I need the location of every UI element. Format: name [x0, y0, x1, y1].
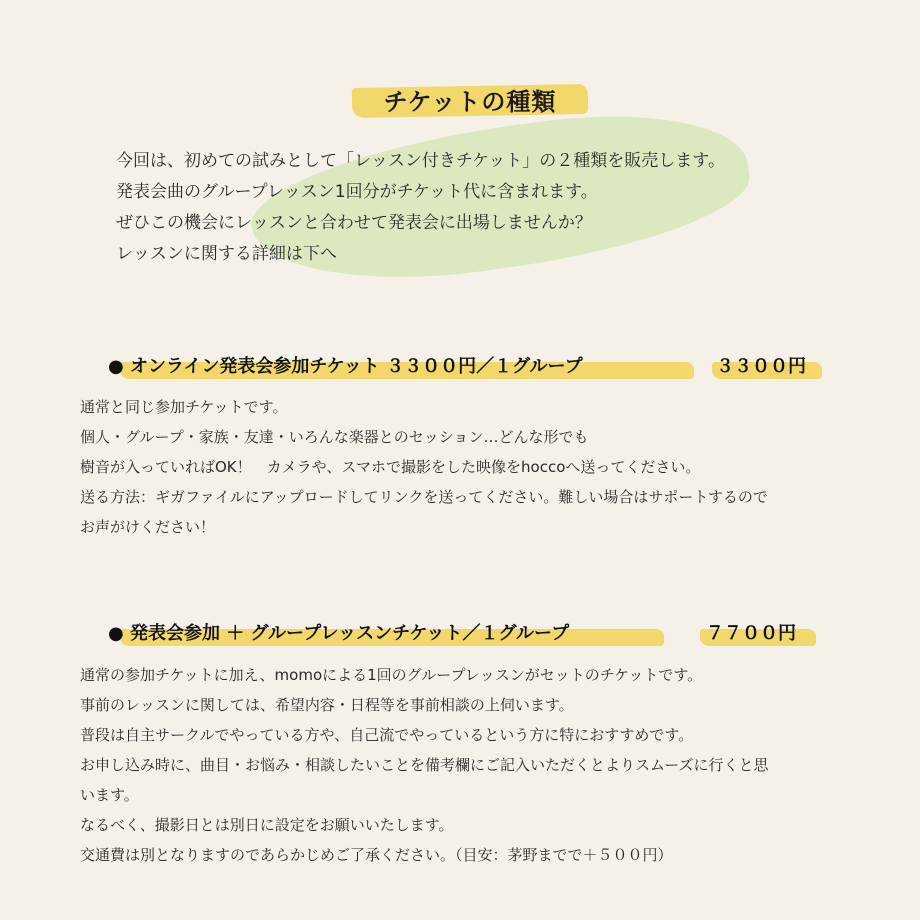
section-1-line: 送る方法：ギガファイルにアップロードしてリンクを送ってください。難しい場合はサポートするので: [80, 488, 768, 506]
section-2-line: 事前のレッスンに関しては、希望内容・日程等を事前相談の上伺います。: [80, 696, 574, 714]
intro-line: レッスンに関する詳細は下へ: [116, 244, 337, 264]
section-2-line: います。: [80, 786, 139, 804]
section-1-line: 通常と同じ参加チケットです。: [80, 398, 288, 416]
section-1-line: 樹音が入っていればOK！ カメラや、スマホで撮影をした映像をhoccoへ送ってください。: [80, 458, 701, 476]
section-2-title: ● 発表会参加 ＋ グループレッスンチケット／１グループ: [108, 623, 570, 644]
section-2-price: ７７００円: [706, 623, 796, 644]
section-1-line: お声がけください！: [80, 518, 216, 536]
section-2-line: 通常の参加チケットに加え、momoによる1回のグループレッスンがセットのチケットです。: [80, 666, 703, 684]
section-2-body: [80, 660, 769, 870]
section-2-header: [106, 617, 826, 653]
section-1-body: [80, 392, 768, 542]
section-2-line: お申し込み時に、曲目・お悩み・相談したいことを備考欄にご記入いただくとよりスムーズに行くと思: [80, 756, 769, 774]
intro-line: 発表会曲のグループレッスン1回分がチケット代に含まれます。: [116, 182, 598, 202]
section-2-line: 交通費は別となりますのであらかじめご了承ください。（目安：茅野までで＋５００円）: [80, 846, 673, 864]
page-title: チケットの種類: [383, 88, 557, 116]
section-2-line: なるべく、撮影日とは別日に設定をお願いいたします。: [80, 816, 454, 834]
intro-text: [116, 146, 836, 270]
section-1-title: ● オンライン発表会参加チケット ３３００円／１グループ: [108, 356, 583, 377]
section-1-header: [106, 350, 826, 386]
section-1-line: 個人・グループ・家族・友達・いろんな楽器とのセッション…どんな形でも: [80, 428, 589, 446]
section-2-line: 普段は自主サークルでやっている方や、自己流でやっているという方に特におすすめです。: [80, 726, 694, 744]
intro-line: ぜひこの機会にレッスンと合わせて発表会に出場しませんか？: [116, 213, 592, 233]
intro-line: 今回は、初めての試みとして「レッスン付きチケット」の２種類を販売します。: [116, 151, 725, 171]
title-block: [352, 76, 588, 124]
section-1-price: ３３００円: [716, 356, 806, 377]
